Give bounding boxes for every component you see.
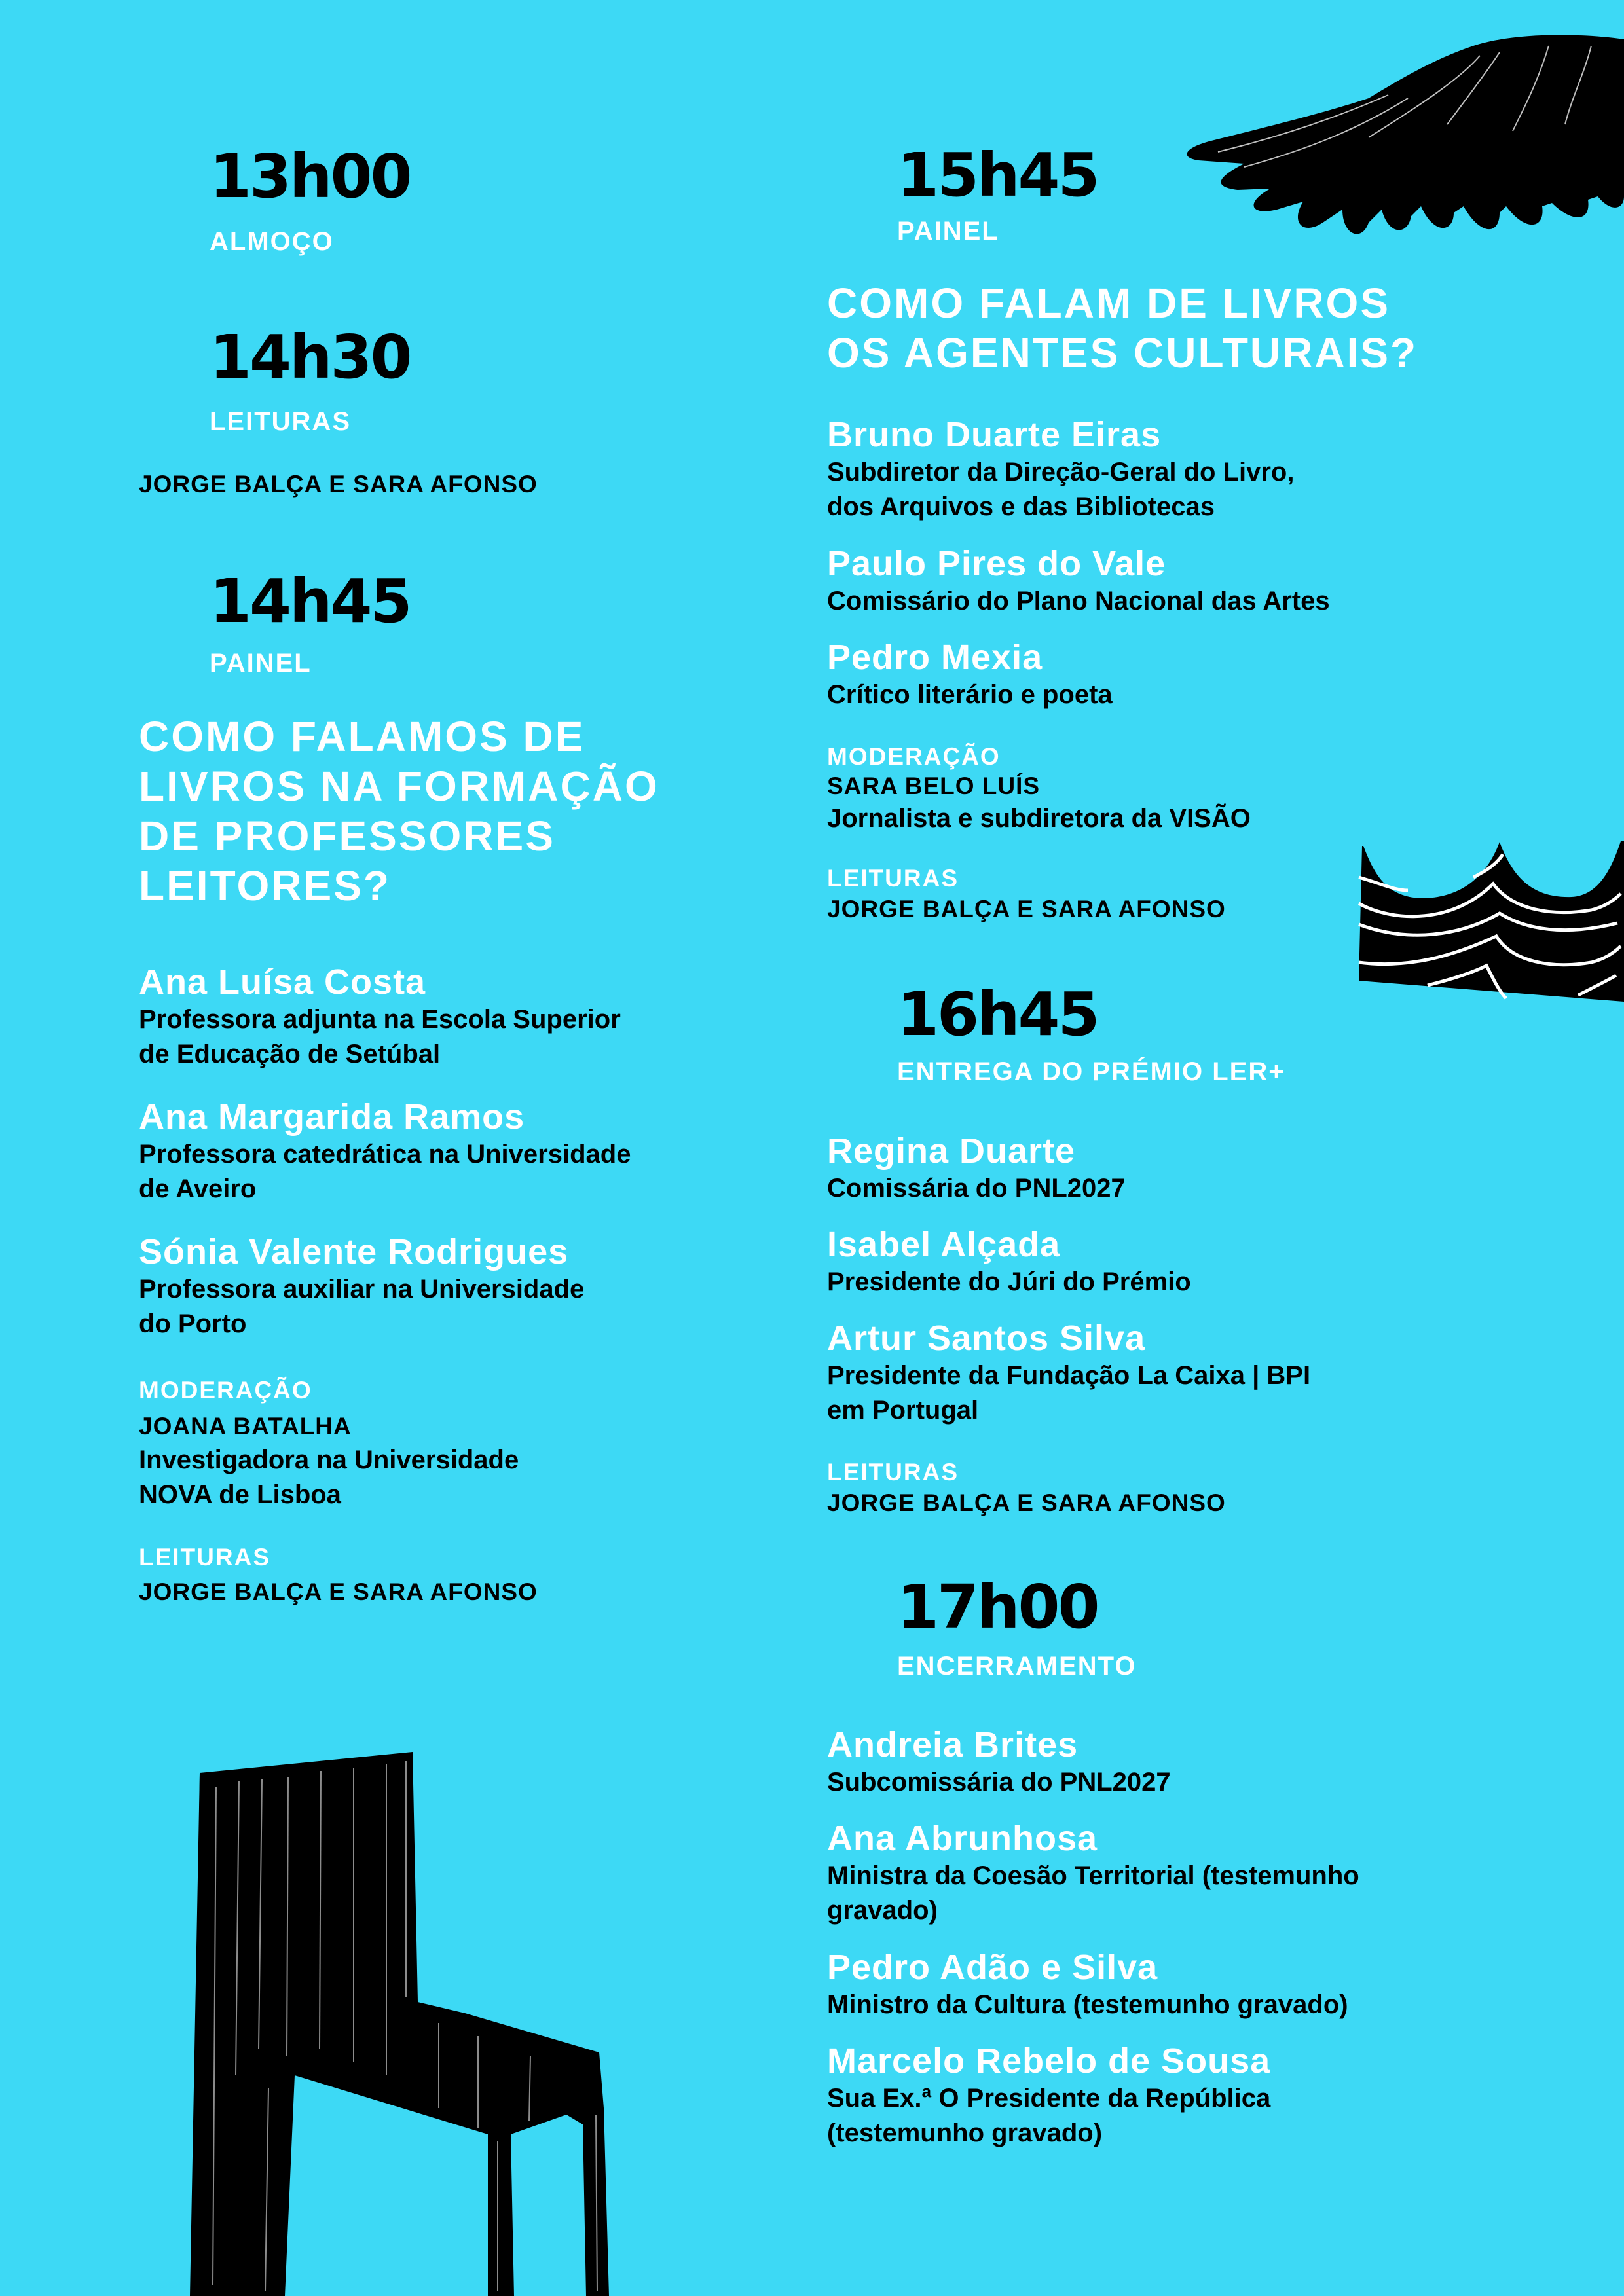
- chair-illustration: [190, 1748, 616, 2296]
- speaker-entry: [827, 1724, 1171, 1800]
- session-label-panel: PAINEL: [897, 217, 999, 246]
- moderation-block: [139, 1376, 519, 1512]
- moderator-desc: Investigadora na Universidade: [139, 1446, 519, 1474]
- time-1445: 14h45: [210, 566, 411, 636]
- speaker-name: Sónia Valente Rodrigues: [139, 1232, 569, 1271]
- speaker-entry: [827, 2041, 1270, 2151]
- panel-title-line: COMO FALAMOS DE: [139, 713, 585, 760]
- speaker-name: Marcelo Rebelo de Sousa: [827, 2041, 1271, 2081]
- time-1700: 17h00: [897, 1572, 1098, 1642]
- speaker-desc: Presidente da Fundação La Caixa | BPI: [827, 1361, 1311, 1390]
- time-1645: 16h45: [897, 979, 1098, 1049]
- speaker-desc: dos Arquivos e das Bibliotecas: [827, 492, 1215, 521]
- speaker-desc: Subcomissária do PNL2027: [827, 1768, 1171, 1796]
- speaker-desc: Comissária do PNL2027: [827, 1174, 1126, 1203]
- speaker-entry: [827, 637, 1113, 712]
- speaker-desc: de Educação de Setúbal: [139, 1040, 441, 1068]
- speaker-desc: Professora adjunta na Escola Superior: [139, 1005, 621, 1034]
- speaker-entry: [139, 962, 621, 1072]
- speaker-name: Ana Luísa Costa: [139, 962, 426, 1002]
- readers: JORGE BALÇA E SARA AFONSO: [827, 1489, 1226, 1516]
- time-1430: 14h30: [210, 322, 411, 392]
- speaker-desc: de Aveiro: [139, 1175, 257, 1203]
- speaker-entry: [827, 414, 1294, 524]
- readers-1430: JORGE BALÇA E SARA AFONSO: [139, 471, 538, 498]
- speaker-desc: gravado): [827, 1896, 938, 1925]
- speaker-desc: Crítico literário e poeta: [827, 680, 1113, 709]
- speaker-desc: Comissário do Plano Nacional das Artes: [827, 587, 1330, 615]
- readings-label: LEITURAS: [139, 1544, 270, 1571]
- moderator-name: JOANA BATALHA: [139, 1413, 352, 1440]
- moderator-desc: NOVA de Lisboa: [139, 1480, 341, 1509]
- speaker-entry: [139, 1231, 584, 1341]
- moderator-name: SARA BELO LUÍS: [827, 773, 1041, 799]
- speaker-desc: Sua Ex.ª O Presidente da República: [827, 2084, 1271, 2113]
- session-label-lunch: ALMOÇO: [210, 227, 334, 256]
- moderation-label: MODERAÇÃO: [827, 743, 1001, 770]
- speaker-desc: Subdiretor da Direção-Geral do Livro,: [827, 458, 1295, 486]
- bird-wing-illustration: [1172, 26, 1624, 249]
- speaker-desc: Ministra da Coesão Territorial (testemunho: [827, 1861, 1359, 1890]
- speaker-name: Bruno Duarte Eiras: [827, 415, 1162, 454]
- speaker-desc: do Porto: [139, 1309, 247, 1338]
- speaker-entry: [827, 1947, 1348, 2022]
- readings-block: [827, 1458, 1226, 1520]
- speaker-entry: [139, 1097, 631, 1207]
- speaker-desc: Presidente do Júri do Prémio: [827, 1267, 1191, 1296]
- speaker-entry: [827, 543, 1330, 619]
- readings-label: LEITURAS: [827, 865, 959, 892]
- speaker-name: Isabel Alçada: [827, 1225, 1061, 1264]
- panel-title-line: OS AGENTES CULTURAIS?: [827, 329, 1418, 376]
- session-label-award: ENTREGA DO PRÉMIO LER+: [897, 1057, 1285, 1086]
- speaker-name: Andreia Brites: [827, 1725, 1079, 1764]
- readers: JORGE BALÇA E SARA AFONSO: [139, 1578, 538, 1605]
- speaker-desc: Ministro da Cultura (testemunho gravado): [827, 1990, 1348, 2019]
- speaker-name: Artur Santos Silva: [827, 1319, 1146, 1358]
- session-label-panel: PAINEL: [210, 649, 312, 678]
- crown-illustration: [1356, 838, 1624, 1008]
- readings-label: LEITURAS: [827, 1459, 959, 1485]
- panel-title-1445: [139, 712, 659, 911]
- moderator-desc: Jornalista e subdiretora da VISÃO: [827, 804, 1251, 833]
- speaker-name: Paulo Pires do Vale: [827, 544, 1166, 583]
- readings-block: [827, 864, 1226, 926]
- speaker-desc: Professora auxiliar na Universidade: [139, 1275, 585, 1303]
- speaker-entry: [827, 1818, 1359, 1928]
- session-label-readings: LEITURAS: [210, 407, 351, 436]
- speaker-name: Ana Margarida Ramos: [139, 1097, 525, 1137]
- moderation-block: [827, 742, 1251, 836]
- readings-block: [139, 1543, 538, 1609]
- panel-title-line: COMO FALAM DE LIVROS: [827, 280, 1390, 327]
- speaker-entry: [827, 1224, 1191, 1300]
- time-1545: 15h45: [897, 140, 1098, 210]
- speaker-entry: [827, 1318, 1310, 1428]
- speaker-entry: [827, 1131, 1126, 1206]
- panel-title-line: DE PROFESSORES: [139, 812, 555, 860]
- panel-title-1545: [827, 278, 1418, 378]
- speaker-name: Pedro Mexia: [827, 638, 1043, 677]
- speaker-name: Pedro Adão e Silva: [827, 1948, 1158, 1987]
- session-label-closing: ENCERRAMENTO: [897, 1652, 1137, 1681]
- time-1300: 13h00: [210, 141, 411, 211]
- speaker-desc: Professora catedrática na Universidade: [139, 1140, 631, 1169]
- speaker-name: Regina Duarte: [827, 1131, 1076, 1171]
- speaker-name: Ana Abrunhosa: [827, 1819, 1098, 1858]
- readers: JORGE BALÇA E SARA AFONSO: [827, 896, 1226, 922]
- panel-title-line: LIVROS NA FORMAÇÃO: [139, 763, 659, 810]
- speaker-desc: em Portugal: [827, 1396, 979, 1425]
- panel-title-line: LEITORES?: [139, 862, 391, 909]
- speaker-desc: (testemunho gravado): [827, 2119, 1103, 2147]
- moderation-label: MODERAÇÃO: [139, 1377, 312, 1404]
